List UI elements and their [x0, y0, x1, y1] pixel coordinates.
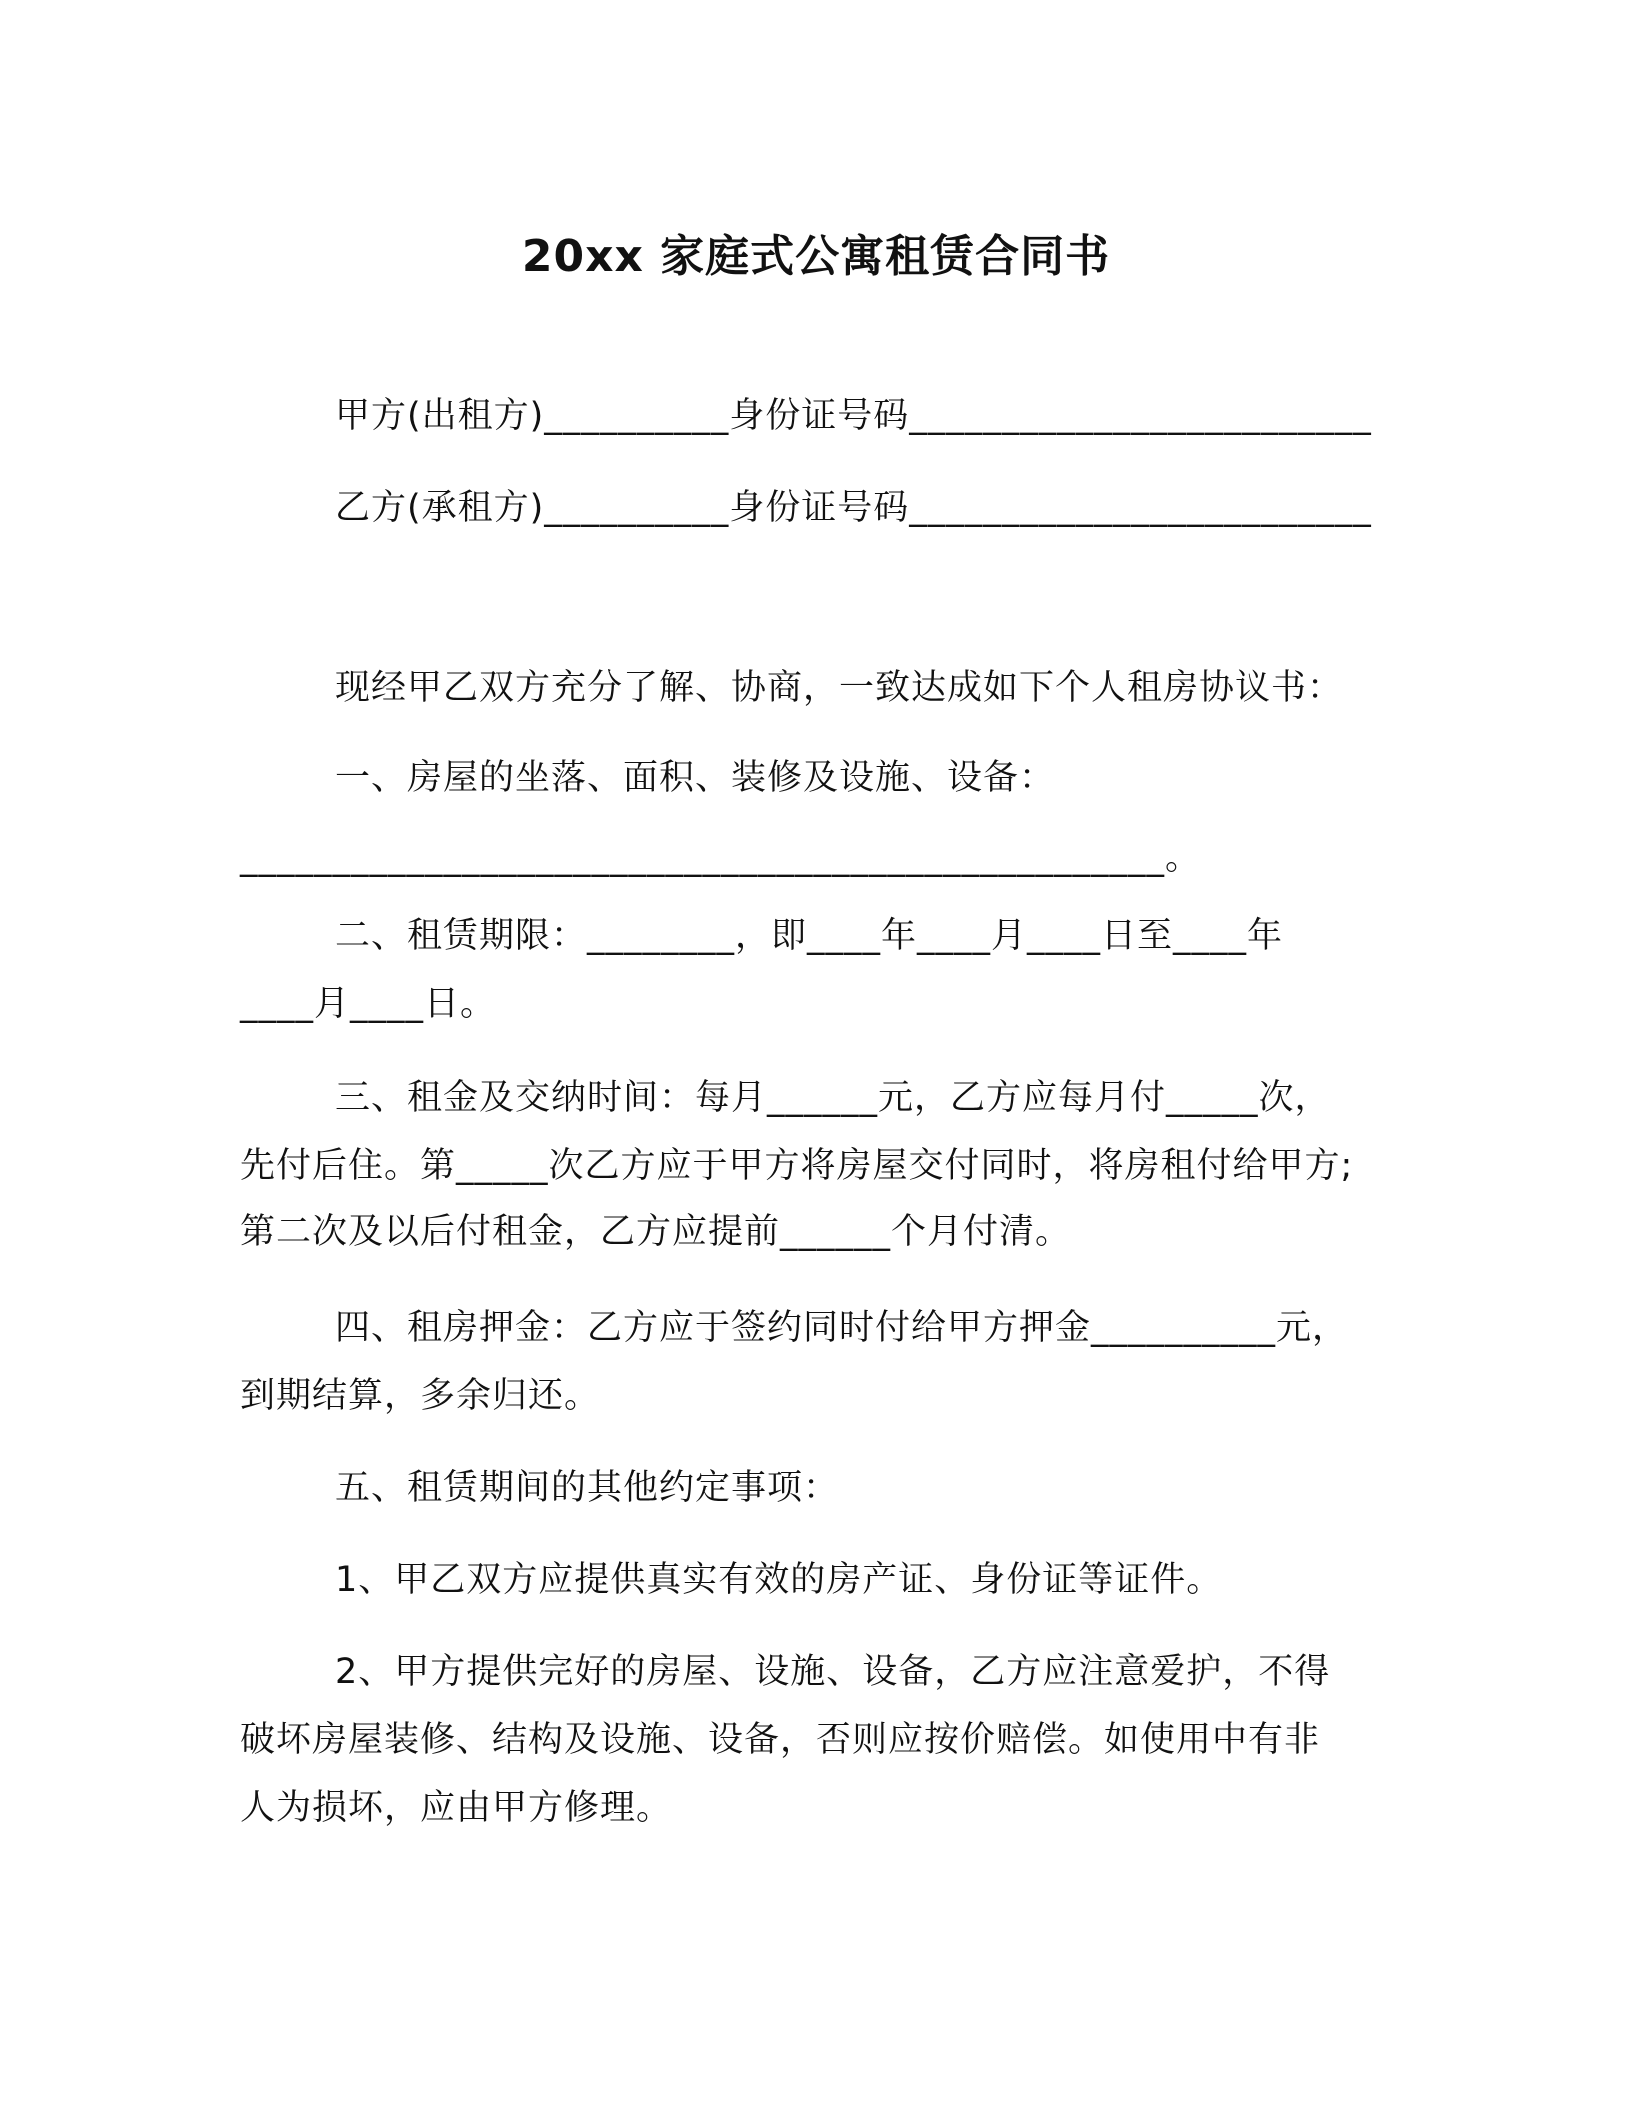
party-b-line: 乙方(承租方)__________身份证号码_________________________	[335, 488, 1372, 528]
section-3-line-2: 先付后住。第_____次乙方应于甲方将房屋交付同时，将房租付给甲方;	[240, 1146, 1354, 1186]
intro-paragraph: 现经甲乙双方充分了解、协商，一致达成如下个人租房协议书：	[335, 668, 1344, 708]
document-title: 20xx 家庭式公寓租赁合同书	[521, 231, 1111, 282]
section-5-title: 五、租赁期间的其他约定事项：	[335, 1468, 840, 1508]
section-2-line-2: ____月____日。	[240, 984, 497, 1024]
section-1-blank: __________________________________________________。	[240, 838, 1202, 878]
section-4-line-1: 四、租房押金：乙方应于签约同时付给甲方押金__________元，	[335, 1308, 1349, 1348]
section-3-line-1: 三、租金及交纳时间：每月______元，乙方应每月付_____次，	[335, 1078, 1331, 1118]
section-2-line-1: 二、租赁期限：________，即____年____月____日至____年	[335, 916, 1284, 956]
section-3-line-3: 第二次及以后付租金，乙方应提前______个月付清。	[240, 1212, 1072, 1252]
section-1-title: 一、房屋的坐落、面积、装修及设施、设备：	[335, 758, 1056, 798]
item-1: 1、甲乙双方应提供真实有效的房产证、身份证等证件。	[335, 1560, 1223, 1600]
party-a-line: 甲方(出租方)__________身份证号码_________________________	[335, 396, 1372, 436]
section-4-line-2: 到期结算，多余归还。	[240, 1376, 601, 1416]
item-2-line-3: 人为损坏，应由甲方修理。	[240, 1788, 673, 1828]
item-2-line-1: 2、甲方提供完好的房屋、设施、设备，乙方应注意爱护，不得	[335, 1652, 1331, 1692]
item-2-line-2: 破坏房屋装修、结构及设施、设备，否则应按价赔偿。如使用中有非	[240, 1720, 1321, 1760]
